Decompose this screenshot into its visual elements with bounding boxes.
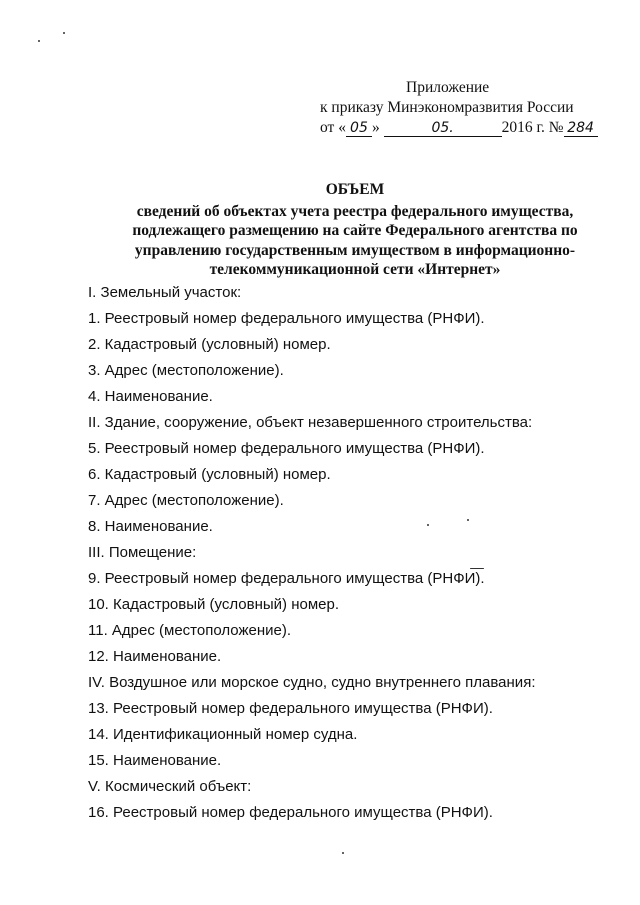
- list-item: 15. Наименование.: [88, 752, 222, 769]
- list-item: 10. Кадастровый (условный) номер.: [88, 596, 340, 613]
- order-date-number: [320, 118, 620, 138]
- list-item: 4. Наименование.: [88, 388, 213, 405]
- date-prefix: от «: [320, 119, 346, 136]
- date-day: 05: [346, 120, 372, 137]
- date-quote-close: »: [371, 119, 380, 136]
- list-item: 5. Реестровый номер федерального имущества (РНФИ).: [88, 440, 485, 457]
- section-heading: IV. Воздушное или морское судно, судно внутреннего плавания:: [88, 674, 536, 691]
- scan-speck: [342, 852, 344, 854]
- scan-speck: [38, 40, 40, 42]
- order-number: 284: [564, 120, 598, 137]
- list-item: 14. Идентификационный номер судна.: [88, 726, 358, 743]
- scan-speck: [470, 568, 484, 569]
- date-year: 2016 г. №: [501, 119, 564, 136]
- scan-speck: [63, 32, 65, 34]
- list-item: 3. Адрес (местоположение).: [88, 362, 284, 379]
- scan-speck: [467, 519, 469, 521]
- list-item: 8. Наименование.: [88, 518, 213, 535]
- list-item: 2. Кадастровый (условный) номер.: [88, 336, 331, 353]
- list-item: 1. Реестровый номер федерального имущества (РНФИ).: [88, 310, 485, 327]
- section-heading: V. Космический объект:: [88, 778, 252, 795]
- list-item: 9. Реестровый номер федерального имущества (РНФИ).: [88, 570, 485, 587]
- list-item: 6. Кадастровый (условный) номер.: [88, 466, 331, 483]
- scan-speck: [427, 524, 429, 526]
- title-line: телекоммуникационной сети «Интернет»: [209, 261, 501, 278]
- title-line: управлению государственным имуществом в информационно-: [134, 241, 576, 259]
- section-heading: I. Земельный участок:: [88, 284, 242, 301]
- title-line: подлежащего размещению на сайте Федерального агентства по: [132, 222, 578, 239]
- section-heading: II. Здание, сооружение, объект незавершенного строительства:: [88, 414, 533, 431]
- appendix-header: [320, 78, 620, 138]
- document-title: [120, 180, 590, 280]
- order-reference: к приказу Минэкономразвития России: [320, 99, 574, 116]
- list-item: 16. Реестровый номер федерального имущества (РНФИ).: [88, 804, 493, 821]
- section-heading: III. Помещение:: [88, 544, 197, 561]
- date-month: 05.: [384, 120, 502, 137]
- appendix-label: Приложение: [406, 79, 490, 96]
- title-line: сведений об объектах учета реестра федерального имущества,: [136, 202, 574, 220]
- list-item: 13. Реестровый номер федерального имущества (РНФИ).: [88, 700, 493, 717]
- title-heading: ОБЪЕМ: [325, 181, 385, 198]
- list-item: 7. Адрес (местоположение).: [88, 492, 284, 509]
- list-item: 11. Адрес (местоположение).: [88, 622, 291, 639]
- list-item: 12. Наименование.: [88, 648, 222, 665]
